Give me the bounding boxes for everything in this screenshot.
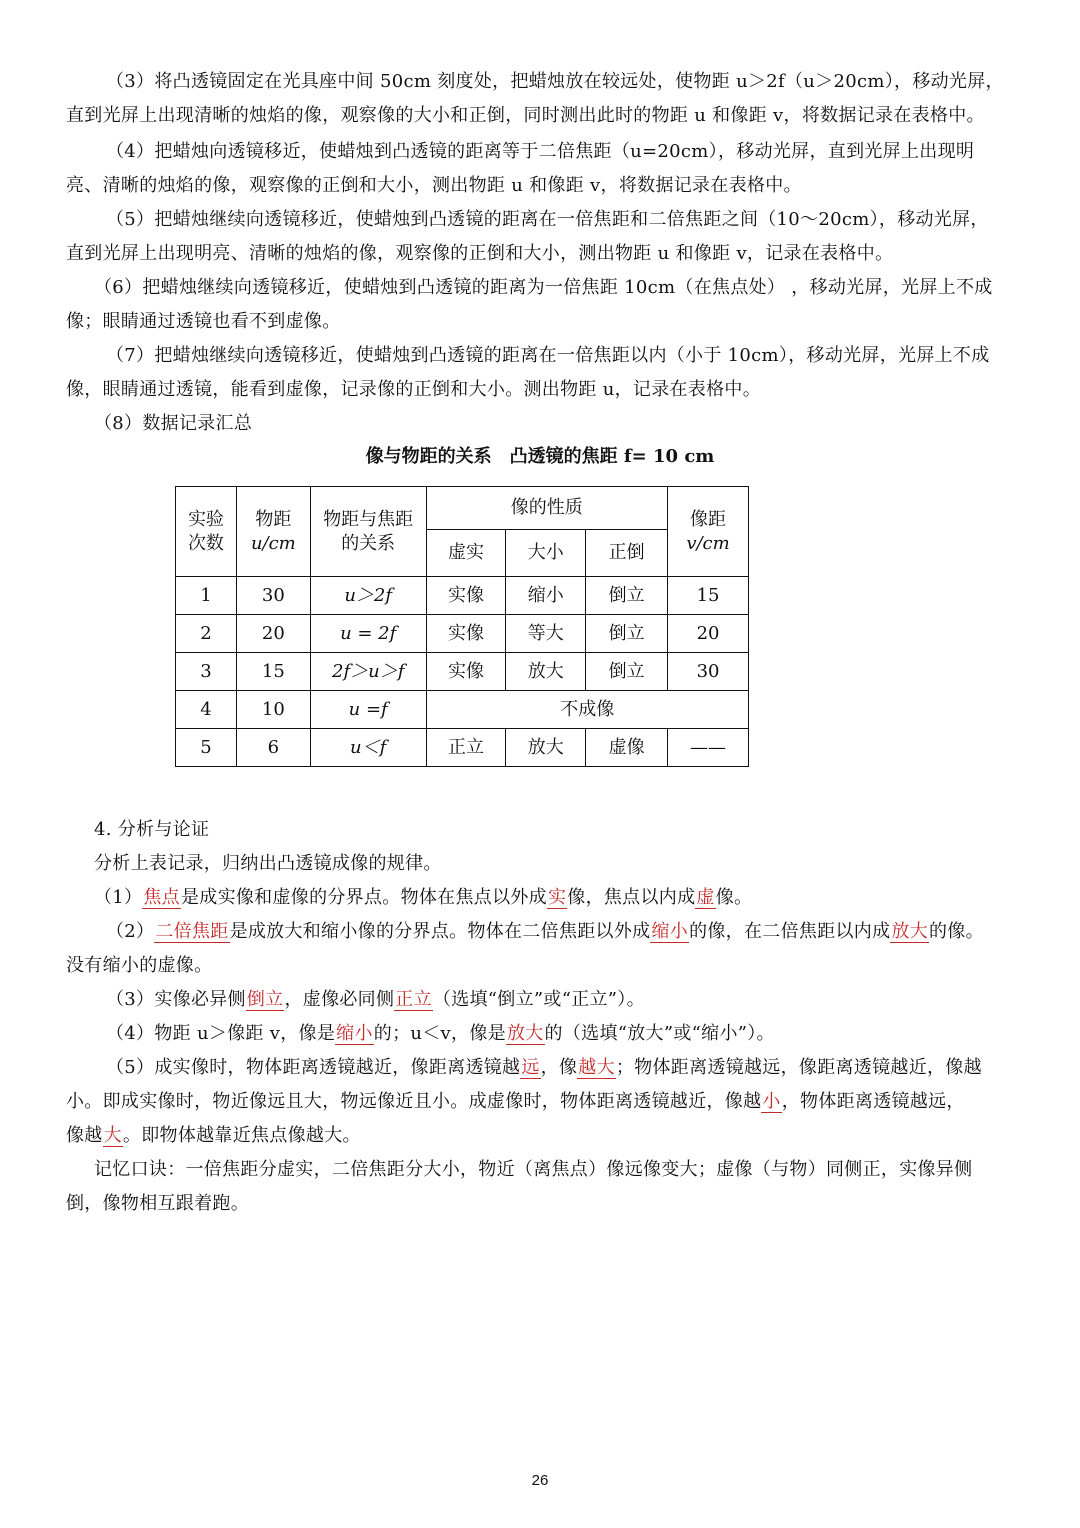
mnemonic-line-2: 倒，像物相互跟着跑。	[66, 1193, 249, 1214]
cell-u: 15	[236, 653, 310, 691]
analysis-point-5	[106, 1056, 1016, 1080]
text: 像，焦点以内成	[567, 887, 696, 908]
cell-v: ——	[668, 729, 749, 767]
analysis-point-1	[94, 886, 1016, 910]
answer-blank: 缩小	[651, 921, 689, 942]
cell-n: 3	[176, 653, 237, 691]
answer-blank: 二倍焦距	[155, 921, 229, 942]
step-5-line-1: （5）把蜡烛继续向透镜移近，使蜡烛到凸透镜的距离在一倍焦距和二倍焦距之间（10～20cm），移动光屏，	[106, 209, 989, 230]
cell-rel: u＞2f	[310, 577, 426, 615]
text: 像。	[715, 887, 753, 908]
cell-kind: 正立	[426, 729, 506, 767]
cell-orient: 倒立	[586, 577, 668, 615]
text: 。即物体越靠近焦点像越大。	[122, 1125, 361, 1146]
step-8-label: （8）数据记录汇总	[94, 413, 253, 434]
header-orient: 正倒	[586, 530, 668, 577]
step-5-line-2: 直到光屏上出现明亮、清晰的烛焰的像，观察像的正倒和大小，测出物距 u 和像距 v，记录在表格中。	[66, 243, 894, 264]
answer-blank: 放大	[891, 921, 928, 942]
cell-u: 10	[236, 691, 310, 729]
cell-no-image: 不成像	[426, 691, 748, 729]
cell-orient: 倒立	[586, 615, 668, 653]
cell-u: 30	[236, 577, 310, 615]
text: 的像。	[929, 921, 984, 942]
analysis-point-4	[106, 1022, 1016, 1046]
step-4-line-2: 亮、清晰的烛焰的像，观察像的正倒和大小，测出物距 u 和像距 v，将数据记录在表格中。	[66, 175, 802, 196]
table-row	[176, 653, 749, 691]
answer-blank: 焦点	[143, 887, 180, 908]
text: （选填“倒立”或“正立”）。	[432, 989, 645, 1010]
step-7-line-1: （7）把蜡烛继续向透镜移近，使蜡烛到凸透镜的距离在一倍焦距以内（小于 10cm），移动光屏，光屏上不成	[106, 345, 990, 366]
analysis-intro: 分析上表记录，归纳出凸透镜成像的规律。	[94, 853, 442, 874]
header-trial	[176, 487, 237, 577]
cell-kind: 实像	[426, 653, 506, 691]
cell-size: 缩小	[506, 577, 586, 615]
answer-blank: 远	[521, 1057, 540, 1078]
cell-rel: 2f＞u＞f	[310, 653, 426, 691]
answer-blank: 缩小	[336, 1023, 373, 1044]
header-rel-2: 的关系	[341, 532, 396, 554]
header-u-2: u/cm	[250, 532, 296, 554]
cell-u: 6	[236, 729, 310, 767]
cell-orient: 倒立	[586, 653, 668, 691]
header-rel-1: 物距与焦距	[323, 508, 414, 530]
text: （1）	[94, 887, 143, 908]
text: ，像	[540, 1057, 578, 1078]
cell-u: 20	[236, 615, 310, 653]
cell-rel: u =f	[310, 691, 426, 729]
answer-blank: 小	[762, 1091, 781, 1112]
step-3-line-1: （3）将凸透镜固定在光具座中间 50cm 刻度处，把蜡烛放在较远处，使物距 u＞2f（u＞20cm），移动光屏，	[106, 71, 1004, 92]
cell-v: 30	[668, 653, 749, 691]
table-header-row	[176, 487, 749, 530]
table-row	[176, 615, 749, 653]
answer-blank: 大	[103, 1125, 122, 1146]
text: 是成放大和缩小像的分界点。物体在二倍焦距以外成	[229, 921, 651, 942]
cell-n: 4	[176, 691, 237, 729]
cell-kind: 实像	[426, 615, 506, 653]
text: 的像，在二倍焦距以内成	[689, 921, 891, 942]
header-image-distance	[668, 487, 749, 577]
table-row	[176, 691, 749, 729]
table-caption: 像与物距的关系 凸透镜的焦距 f= 10 cm	[365, 446, 715, 467]
text: （4）物距 u＞像距 v，像是	[106, 1023, 336, 1044]
cell-rel: u＜f	[310, 729, 426, 767]
header-size: 大小	[506, 530, 586, 577]
header-kind: 虚实	[426, 530, 506, 577]
cell-n: 5	[176, 729, 237, 767]
text: 的（选填“放大”或“缩小”）。	[544, 1023, 775, 1044]
answer-blank: 放大	[506, 1023, 544, 1044]
text: （3）实像必异侧	[106, 989, 246, 1010]
text: 像越	[66, 1125, 103, 1146]
header-v-1: 像距	[690, 508, 727, 530]
header-relation	[310, 487, 426, 577]
text: （5）成实像时，物体距离透镜越近，像距离透镜越	[106, 1057, 521, 1078]
page-number: 26	[531, 1472, 549, 1489]
step-4-line-1: （4）把蜡烛向透镜移近，使蜡烛到凸透镜的距离等于二倍焦距（u=20cm），移动光屏，直到光屏上出现明	[106, 141, 975, 162]
text: 是成实像和虚像的分界点。物体在焦点以外成	[180, 887, 547, 908]
answer-blank: 倒立	[246, 989, 284, 1010]
cell-orient: 虚像	[586, 729, 668, 767]
text: 小。即成实像时，物近像远且大，物远像近且小。成虚像时，物体距离透镜越近，像越	[66, 1091, 762, 1112]
text: ；物体距离透镜越远，像距离透镜越近，像越	[615, 1057, 982, 1078]
answer-blank: 实	[547, 887, 567, 908]
header-u-1: 物距	[255, 508, 292, 530]
analysis-heading: 4. 分析与论证	[94, 819, 210, 840]
step-6-line-2: 像；眼睛通过透镜也看不到虚像。	[66, 311, 341, 332]
step-6-line-1: （6）把蜡烛继续向透镜移近，使蜡烛到凸透镜的距离为一倍焦距 10cm（在焦点处） ，移动光屏，光屏上不成	[94, 277, 993, 298]
cell-v: 15	[668, 577, 749, 615]
cell-size: 等大	[506, 615, 586, 653]
text: 的；u＜v，像是	[373, 1023, 506, 1044]
cell-n: 2	[176, 615, 237, 653]
cell-v: 20	[668, 615, 749, 653]
cell-size: 放大	[506, 653, 586, 691]
table-row	[176, 577, 749, 615]
cell-kind: 实像	[426, 577, 506, 615]
step-3-line-2: 直到光屏上出现清晰的烛焰的像，观察像的大小和正倒，同时测出此时的物距 u 和像距 v，将数据记录在表格中。	[66, 105, 985, 126]
analysis-point-5-line-3	[66, 1124, 1016, 1148]
cell-n: 1	[176, 577, 237, 615]
text: （2）	[106, 921, 155, 942]
step-7-line-2: 像，眼睛通过透镜，能看到虚像，记录像的正倒和大小。测出物距 u，记录在表格中。	[66, 379, 762, 400]
analysis-point-2	[106, 920, 1016, 944]
mnemonic-line-1: 记忆口诀：一倍焦距分虚实，二倍焦距分大小，物近（离焦点）像远像变大；虚像（与物）同侧正，实像异侧	[94, 1159, 973, 1180]
table-row	[176, 729, 749, 767]
header-trial-1: 实验	[187, 508, 224, 530]
analysis-point-2-cont: 没有缩小的虚像。	[66, 955, 213, 976]
answer-blank: 越大	[578, 1057, 615, 1078]
answer-blank: 正立	[395, 989, 432, 1010]
text: ，虚像必同侧	[284, 989, 395, 1010]
text: ，物体距离透镜越远，	[781, 1091, 965, 1112]
data-table	[175, 486, 749, 767]
answer-blank: 虚	[696, 887, 715, 908]
header-v-2: v/cm	[686, 532, 730, 554]
analysis-point-3	[106, 988, 1016, 1012]
header-object-distance	[236, 487, 310, 577]
header-trial-2: 次数	[187, 532, 224, 554]
cell-size: 放大	[506, 729, 586, 767]
header-image-nature: 像的性质	[426, 487, 667, 530]
analysis-point-5-line-2	[66, 1090, 1016, 1114]
cell-rel: u = 2f	[310, 615, 426, 653]
